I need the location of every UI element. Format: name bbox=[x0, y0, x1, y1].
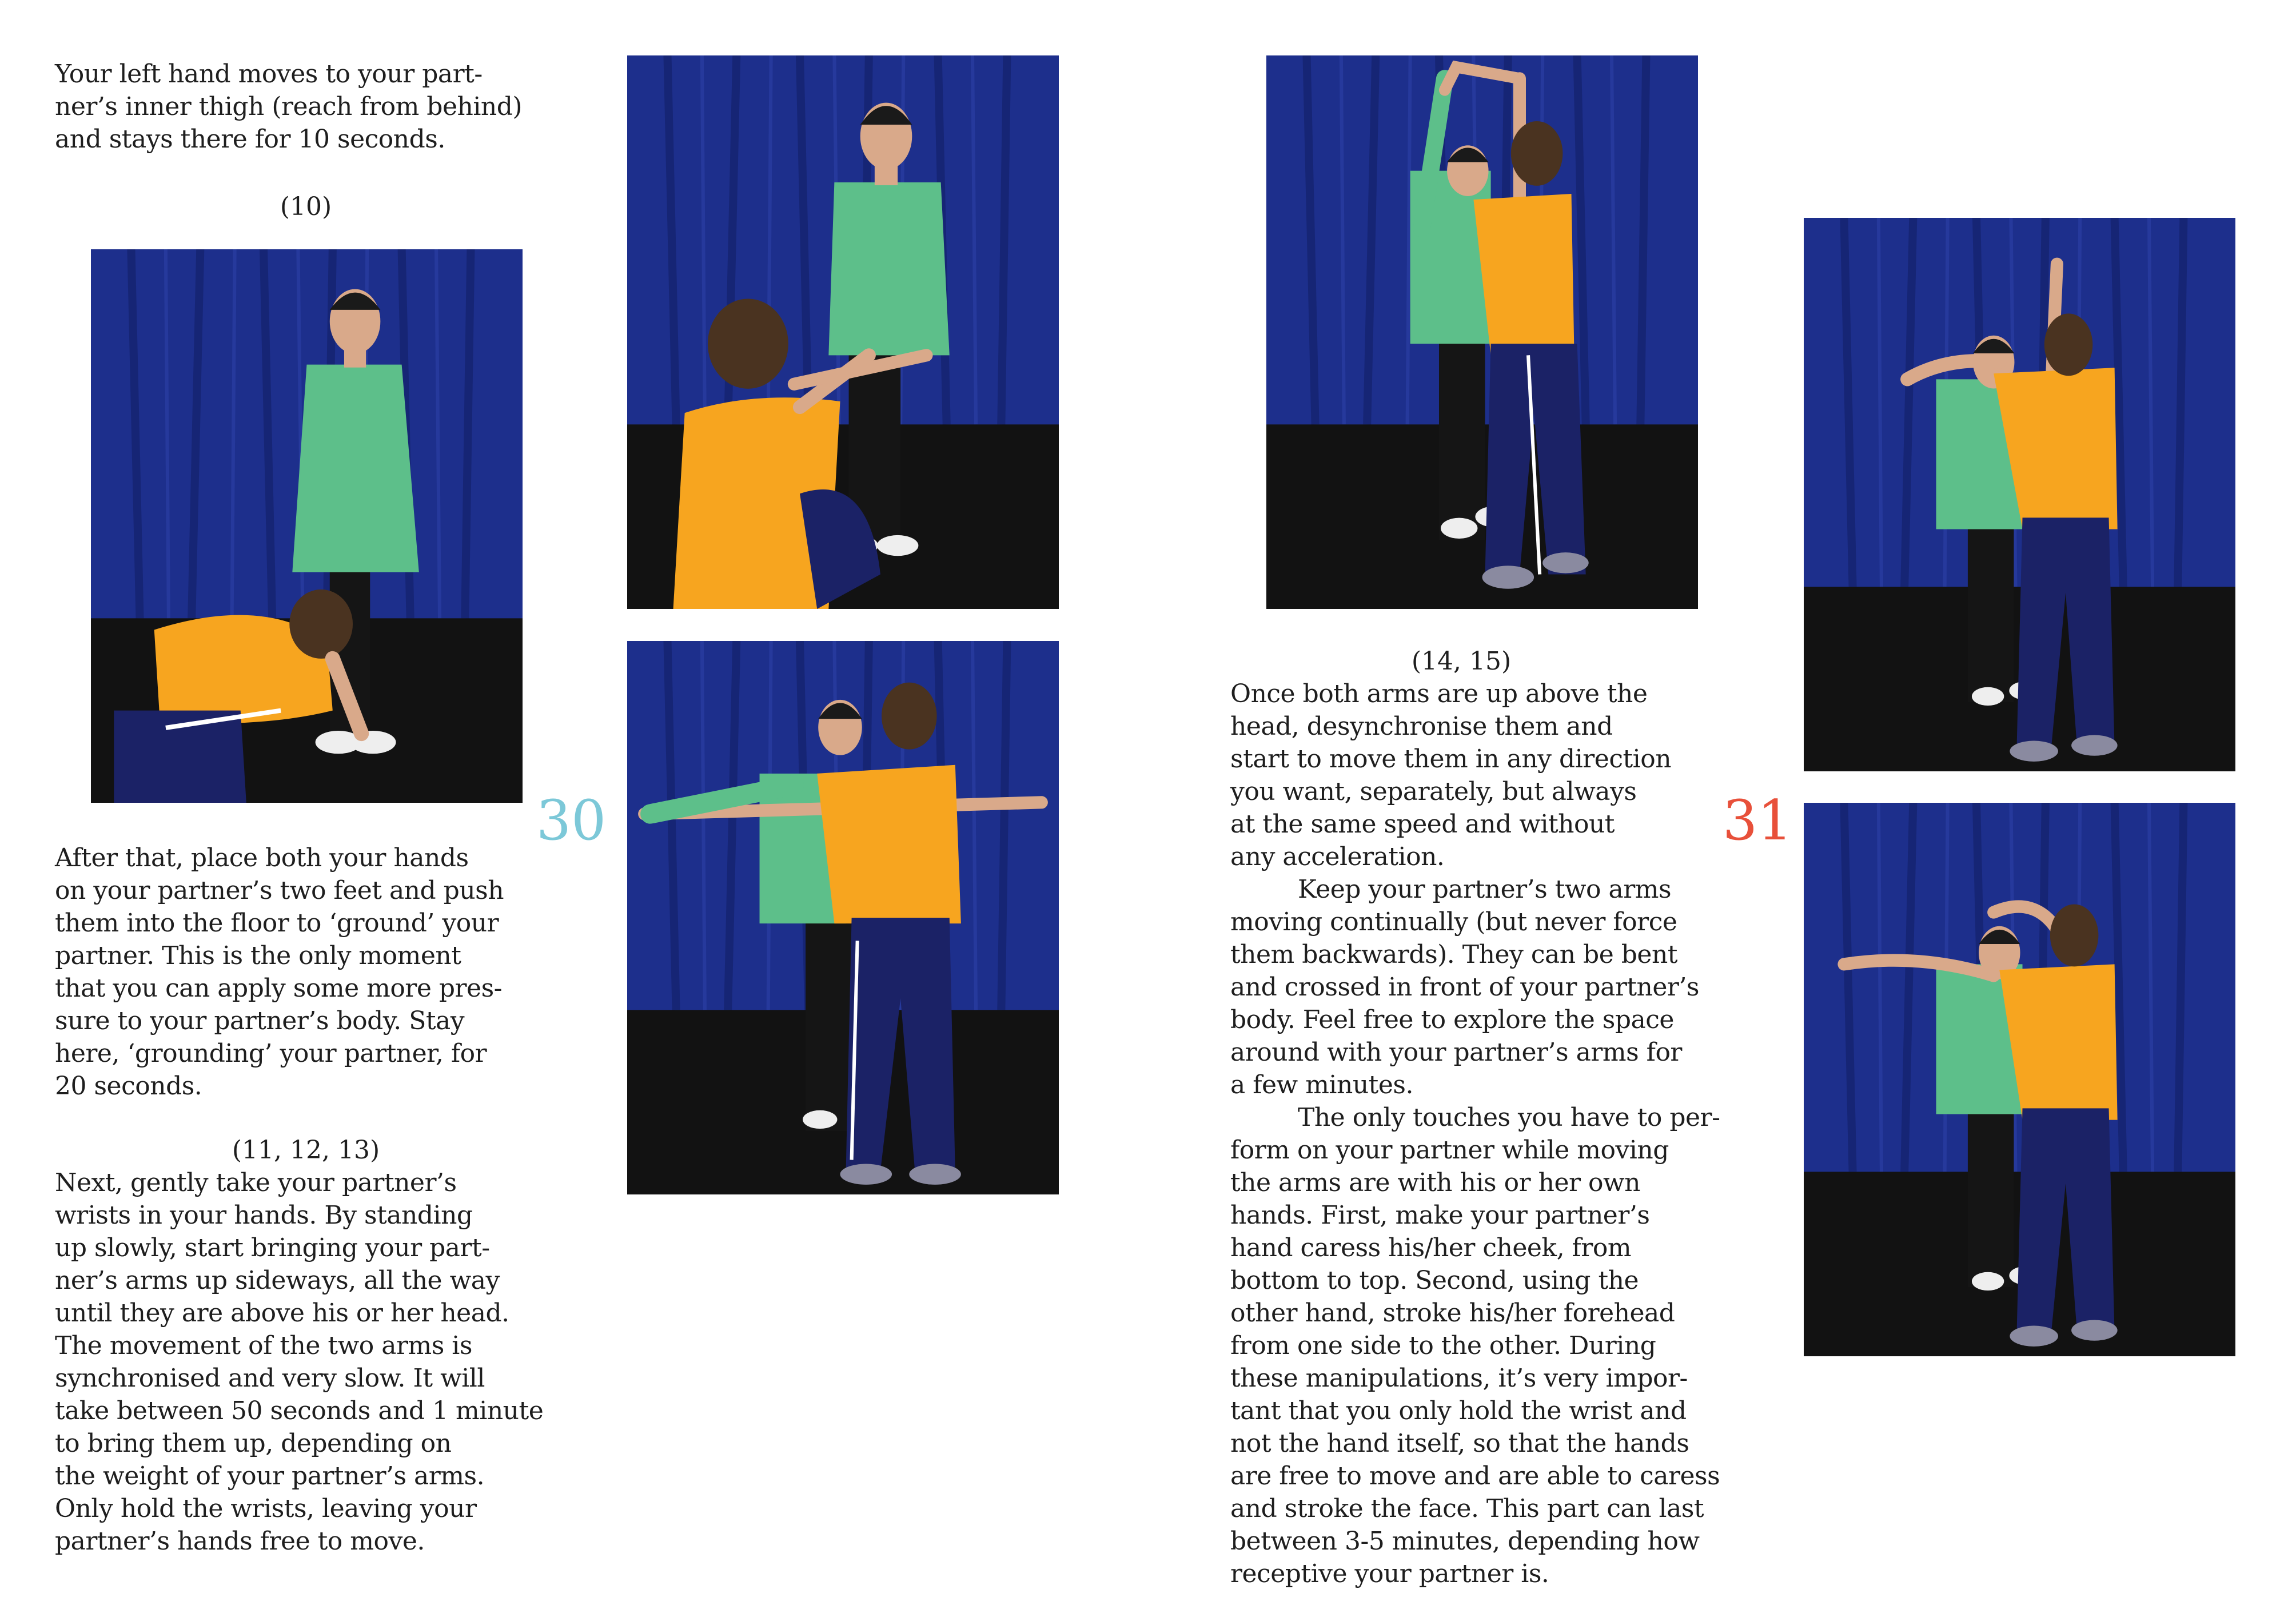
text-line: the weight of your partner’s arms. bbox=[55, 1461, 485, 1491]
text-line: tant that you only hold the wrist and bbox=[1230, 1396, 1687, 1425]
text-line: ner’s inner thigh (reach from behind) bbox=[55, 92, 523, 121]
text-line: bottom to top. Second, using the bbox=[1230, 1266, 1639, 1295]
text-line: take between 50 seconds and 1 minute bbox=[55, 1396, 544, 1425]
photo-crouch-image bbox=[91, 249, 523, 803]
text-line: 20 seconds. bbox=[55, 1072, 202, 1101]
text-line: sure to your partner’s body. Stay bbox=[55, 1006, 465, 1035]
text-line: moving continually (but never force bbox=[1230, 907, 1677, 937]
text-line: head, desynchronise them and bbox=[1230, 712, 1613, 741]
text-line: and stays there for 10 seconds. bbox=[55, 125, 445, 154]
photo-arms-sideways bbox=[627, 641, 1059, 1194]
photo-holding-wrists bbox=[627, 55, 1059, 609]
text-line: partner’s hands free to move. bbox=[55, 1527, 425, 1556]
text-line: receptive your partner is. bbox=[1230, 1559, 1549, 1588]
intro-text bbox=[55, 58, 522, 156]
grounding-text bbox=[55, 842, 504, 1102]
photo-arms-desync-1 bbox=[1804, 218, 2235, 771]
text-line: other hand, stroke his/her forehead bbox=[1230, 1299, 1675, 1328]
photo-spread-image bbox=[627, 641, 1059, 1194]
text-line: Keep your partner’s two arms bbox=[1298, 875, 1672, 904]
photo-arms-desync-2 bbox=[1804, 803, 2235, 1356]
text-line: form on your partner while moving bbox=[1230, 1136, 1669, 1165]
text-line: and stroke the face. This part can last bbox=[1230, 1494, 1704, 1523]
text-line: Only hold the wrists, leaving your bbox=[55, 1494, 477, 1523]
text-line: that you can apply some more pres- bbox=[55, 974, 503, 1003]
text-line: The movement of the two arms is bbox=[55, 1331, 472, 1360]
text-line: them backwards). They can be bent bbox=[1230, 940, 1677, 969]
text-line: until they are above his or her head. bbox=[55, 1299, 509, 1328]
text-line: partner. This is the only moment bbox=[55, 941, 461, 970]
text-line: body. Feel free to explore the space bbox=[1230, 1005, 1674, 1034]
text-line: to bring them up, depending on bbox=[55, 1429, 452, 1458]
text-line: wrists in your hands. By standing bbox=[55, 1201, 473, 1230]
text-line: the arms are with his or her own bbox=[1230, 1168, 1641, 1197]
text-line: a few minutes. bbox=[1230, 1070, 1413, 1100]
text-line: Your left hand moves to your part- bbox=[55, 59, 483, 89]
text-line: The only touches you have to per- bbox=[1298, 1103, 1720, 1132]
text-line: are free to move and are able to caress bbox=[1230, 1461, 1720, 1491]
page-number-right: 31 bbox=[1723, 788, 1793, 853]
text-line: them into the floor to ‘ground’ your bbox=[55, 909, 499, 938]
text-line: After that, place both your hands bbox=[55, 843, 469, 873]
text-line: here, ‘grounding’ your partner, for bbox=[55, 1039, 487, 1068]
text-line: any acceleration. bbox=[1230, 842, 1445, 871]
caption-14-15: (14, 15) bbox=[1411, 647, 1512, 676]
caption-11-12-13: (11, 12, 13) bbox=[232, 1136, 380, 1165]
text-line: around with your partner’s arms for bbox=[1230, 1038, 1682, 1067]
text-line: from one side to the other. During bbox=[1230, 1331, 1656, 1360]
photo-cross-image bbox=[1804, 803, 2235, 1356]
text-line: synchronised and very slow. It will bbox=[55, 1364, 485, 1393]
caption-10: (10) bbox=[280, 192, 332, 221]
text-line: up slowly, start bringing your part- bbox=[55, 1233, 490, 1262]
page-number-left: 30 bbox=[536, 788, 607, 853]
text-line: at the same speed and without bbox=[1230, 810, 1615, 839]
photo-kneel-image bbox=[627, 55, 1059, 609]
text-line: not the hand itself, so that the hands bbox=[1230, 1429, 1689, 1458]
photo-overhead-image bbox=[1266, 55, 1698, 609]
text-line: Once both arms are up above the bbox=[1230, 679, 1648, 708]
text-line: Next, gently take your partner’s bbox=[55, 1168, 457, 1197]
photo-arms-overhead bbox=[1266, 55, 1698, 609]
text-line: start to move them in any direction bbox=[1230, 744, 1672, 774]
photo-kneeling-at-feet bbox=[91, 249, 523, 803]
text-line: between 3-5 minutes, depending how bbox=[1230, 1527, 1700, 1556]
text-line: on your partner’s two feet and push bbox=[55, 876, 504, 905]
text-line: hand caress his/her cheek, from bbox=[1230, 1233, 1632, 1262]
text-line: ner’s arms up sideways, all the way bbox=[55, 1266, 500, 1295]
text-line: and crossed in front of your partner’s bbox=[1230, 973, 1700, 1002]
text-line: these manipulations, it’s very impor- bbox=[1230, 1364, 1688, 1393]
photo-desync-image bbox=[1804, 218, 2235, 771]
text-line: you want, separately, but always bbox=[1230, 777, 1637, 806]
right-text bbox=[1230, 678, 1720, 1590]
text-line: hands. First, make your partner’s bbox=[1230, 1201, 1650, 1230]
wrists-text bbox=[55, 1166, 543, 1558]
